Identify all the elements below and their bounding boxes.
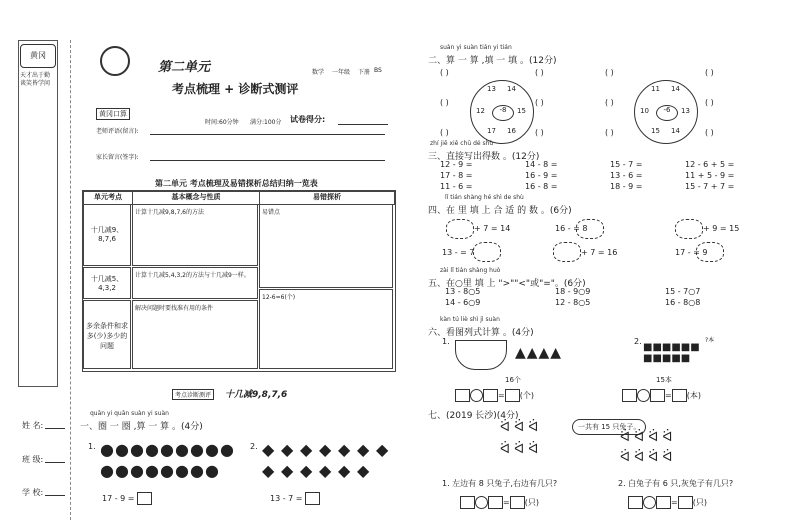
- answer-box[interactable]: [672, 389, 687, 402]
- answer-box[interactable]: [656, 496, 671, 509]
- grade: 一年级: [332, 69, 351, 76]
- time-limit: 时间:60分钟: [205, 119, 239, 126]
- pinyin: zài lǐ tián shàng huò: [440, 267, 501, 274]
- q3-item: 11 - 6 =: [440, 182, 473, 191]
- wheel-num: 15: [517, 107, 526, 115]
- q6-total-b: 15本: [656, 376, 672, 384]
- q4-item: + 7 = 16: [581, 248, 618, 257]
- wheel-num: 14: [507, 85, 516, 93]
- pinyin: quān yi quān suàn yi suàn: [90, 410, 169, 417]
- table-row: 计算十几减5,4,3,2的方法与十几减9一样。: [132, 267, 258, 299]
- parent-field[interactable]: [150, 160, 385, 161]
- logo: 黄冈: [20, 44, 56, 68]
- wheel-num: 13: [487, 85, 496, 93]
- answer-circle[interactable]: [475, 496, 488, 509]
- q3-item: 12 - 9 =: [440, 160, 473, 169]
- class-field[interactable]: [45, 462, 65, 463]
- answer-box[interactable]: [678, 496, 693, 509]
- score-field[interactable]: [338, 124, 388, 125]
- wheel-num: 15: [651, 127, 660, 135]
- answer-box[interactable]: [488, 496, 503, 509]
- class-label: 班 级:: [22, 455, 44, 464]
- q3-item: 16 - 8 =: [525, 182, 558, 191]
- subject: 数学: [312, 69, 325, 76]
- q6-num-2: 2.: [634, 337, 642, 346]
- pear-group: ▲▲▲▲: [515, 345, 563, 361]
- answer-box[interactable]: [622, 389, 637, 402]
- answer-box[interactable]: [483, 389, 498, 402]
- question-2: 二、算 一 算 ,填 一 填 。(12分): [428, 56, 557, 66]
- school-label: 学 校:: [22, 488, 44, 497]
- table-row: 解决问题时要找准有用的条件: [132, 300, 258, 369]
- question-4: 四、在 里 填 上 合 适 的 数 。(6分): [428, 206, 572, 216]
- q3-item: 12 - 6 + 5 =: [685, 160, 735, 169]
- q6-total-a: 16个: [505, 376, 521, 384]
- answer-circle[interactable]: [470, 389, 483, 402]
- comment-field[interactable]: [150, 134, 385, 135]
- wheel-num: 13: [681, 107, 690, 115]
- q5-item[interactable]: 14 - 6○9: [445, 298, 481, 307]
- q5-item[interactable]: 15 - 7○7: [665, 287, 701, 296]
- table-header: 基本概念与性质: [132, 191, 260, 205]
- summary-table: [82, 190, 396, 372]
- volume: 下册: [358, 69, 371, 76]
- answer-box[interactable]: [510, 496, 525, 509]
- q4-item: 16 - = 8: [555, 224, 588, 233]
- q7-item-1: 1. 左边有 8 只兔子,右边有几只?: [442, 479, 558, 488]
- question-6: 六、看图列式计算 。(4分): [428, 328, 534, 338]
- pinyin: zhí jiē xiě chū dé shù: [430, 140, 494, 147]
- wheel-num: 12: [476, 107, 485, 115]
- answer-box[interactable]: [460, 496, 475, 509]
- question-7: 七、(2019 长沙)(4分): [428, 411, 519, 421]
- answer-box[interactable]: [137, 492, 152, 505]
- wheel-num: 16: [507, 127, 516, 135]
- book-tag: ?本: [705, 337, 715, 344]
- answer-box[interactable]: [650, 389, 665, 402]
- q4-item: 17 - = 9: [675, 248, 708, 257]
- flower-box[interactable]: [473, 242, 501, 262]
- table-row: 12-6=6(个): [259, 289, 393, 369]
- unit-title: 第二单元: [158, 60, 211, 75]
- q7-item-2: 2. 白兔子有 6 只,灰兔子有几只?: [618, 479, 734, 488]
- q5-grid: [445, 287, 775, 307]
- table-title: 第二单元 考点梳理及易错探析总结归纳一览表: [155, 179, 318, 188]
- answer-box[interactable]: [628, 496, 643, 509]
- eq-2: 13 - 7 =: [270, 492, 320, 505]
- q3-item: 15 - 7 =: [610, 160, 643, 169]
- answer-box[interactable]: [455, 389, 470, 402]
- binding-line: [70, 40, 71, 520]
- question-3: 三、直接写出得数 。(12分): [428, 152, 540, 162]
- banner-tag: 考点诊断测评: [172, 389, 214, 400]
- school-field[interactable]: [45, 495, 65, 496]
- question-1: 一、圈 一 圈 ,算 一 算 。(4分): [80, 422, 203, 432]
- q5-item[interactable]: 16 - 8○8: [665, 298, 701, 307]
- q3-item: 15 - 7 + 7 =: [685, 182, 735, 191]
- banner: 十几减9,8,7,6: [225, 390, 288, 400]
- q1-num-2: 2.: [250, 442, 258, 451]
- flower-box[interactable]: [446, 219, 474, 239]
- wheel-center: -8: [492, 105, 514, 121]
- table-row: 易错点: [259, 204, 393, 288]
- apple-group: ● ● ● ● ● ● ● ● ● ● ● ● ● ● ● ● ●: [100, 440, 234, 480]
- strawberry-group: ◆ ◆ ◆ ◆ ◆ ◆ ◆ ◆ ◆ ◆ ◆ ◆ ◆: [262, 440, 389, 480]
- wheel-num: 14: [671, 85, 680, 93]
- table-header: 易错探析: [259, 191, 395, 205]
- book-group: ■■■■■■ ■■■■■: [643, 342, 700, 364]
- wheel-num: 17: [487, 127, 496, 135]
- eq-1: 17 - 9 =: [102, 492, 152, 505]
- slogan-1: 天才出于勤: [20, 72, 51, 79]
- table-row: 十几减5、4,3,2: [83, 267, 131, 299]
- q3-item: 16 - 9 =: [525, 171, 558, 180]
- q7-eq-1: = (只): [460, 496, 539, 509]
- q5-item[interactable]: 13 - 8○5: [445, 287, 481, 296]
- wheel-num: 10: [640, 107, 649, 115]
- pinyin: kàn tú liè shì jì suàn: [440, 316, 500, 323]
- page-title: 考点梳理 + 诊断式测评: [172, 82, 299, 96]
- section-tag: 黄冈口算: [96, 108, 130, 120]
- q5-item[interactable]: 18 - 9○9: [555, 287, 591, 296]
- q3-item: 13 - 6 =: [610, 171, 643, 180]
- q3-item: 17 - 8 =: [440, 171, 473, 180]
- parent-label: 家长留言(签字):: [96, 154, 139, 161]
- wheel-center: -6: [656, 105, 678, 121]
- slogan-2: 谈笑皆学问: [20, 80, 51, 87]
- q3-grid: [440, 160, 780, 191]
- answer-circle[interactable]: [643, 496, 656, 509]
- table-header: 单元考点: [83, 191, 133, 205]
- q7-eq-2: = (只): [628, 496, 707, 509]
- q6-num-1: 1.: [442, 337, 450, 346]
- answer-box[interactable]: [505, 389, 520, 402]
- wheel-brackets: ( ) ( ) ( ) ( ) ( ) ( ) ( ) ( ) ( ) ( ) ( ) ( ): [440, 68, 714, 137]
- answer-circle[interactable]: [637, 389, 650, 402]
- pinyin: suàn yi suàn tián yi tián: [440, 44, 512, 51]
- q4-item: + 9 = 15: [703, 224, 740, 233]
- table-row: 十几减9、8,7,6: [83, 204, 131, 266]
- wheel-num: 11: [651, 85, 660, 93]
- basket-icon: [455, 340, 507, 370]
- wheel-num: 14: [671, 127, 680, 135]
- name-label: 姓 名:: [22, 421, 44, 430]
- flower-box[interactable]: [675, 219, 703, 239]
- flower-box[interactable]: [553, 242, 581, 262]
- comment-label: 老师评语(留言):: [96, 128, 139, 135]
- answer-box[interactable]: [305, 492, 320, 505]
- version: BS: [374, 67, 382, 74]
- table-row: 多余条件和求多(少)多少的问题: [83, 300, 131, 369]
- name-field[interactable]: [45, 428, 65, 429]
- question-5: 五、在○里 填 上 ">""<"或"="。(6分): [428, 279, 586, 289]
- full-score: 满分:100分: [250, 119, 282, 126]
- speech-bubble: 一共有 15 只兔子。: [572, 419, 646, 435]
- q3-item: 18 - 9 =: [610, 182, 643, 191]
- header-badge: [100, 46, 130, 76]
- table-row: 计算十几减9,8,7,6的方法: [132, 204, 258, 266]
- q3-item: 11 + 5 - 9 =: [685, 171, 735, 180]
- q3-item: 14 - 8 =: [525, 160, 558, 169]
- q6-eq-b: = (本): [622, 389, 701, 402]
- q6-eq-a: = (个): [455, 389, 534, 402]
- q5-item[interactable]: 12 - 8○5: [555, 298, 591, 307]
- q1-num-1: 1.: [88, 442, 96, 451]
- q4-item: + 7 = 14: [474, 224, 511, 233]
- score-label: 试卷得分:: [290, 115, 326, 124]
- side-strip: [18, 40, 58, 387]
- pinyin: lǐ tián shàng hé shì de shù: [445, 194, 524, 201]
- q4-item: 13 - = 7: [442, 248, 475, 257]
